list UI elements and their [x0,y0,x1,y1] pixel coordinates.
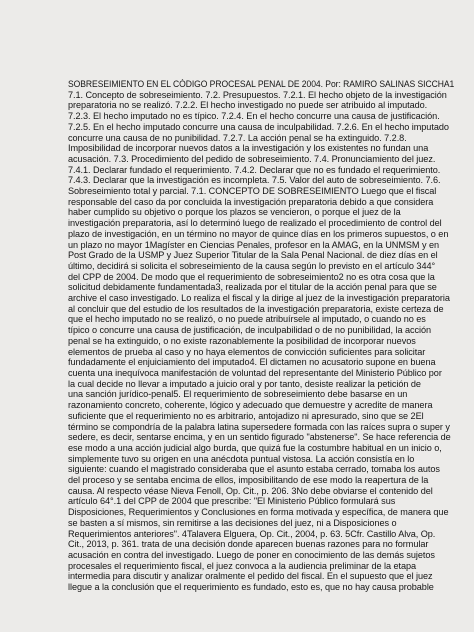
text-line: investigación preparatoria, así lo determinó luego de realizado el procedimiento de control del [68,218,442,229]
text-line: 7.2.3. El hecho imputado no es típico. 7.2.4. En el hecho concurre una causa de justificación. [68,111,440,122]
text-line: razonamiento concreto, coherente, lógico y adecuado que demuestre y acredite de manera [68,400,433,411]
text-line: procesales el requerimiento fiscal, el juez convoca a la audiencia preliminar de la etapa [68,560,417,571]
text-line: al concluir que del estudio de los resultados de la investigación preparatoria, existe certeza de [68,303,444,314]
text-line: del proceso y se sentaba encima de ellos, imposibilitando de ese modo la reapertura de la [68,475,429,486]
text-line: último, decidirá si solicita el sobreseimiento de la causa según lo previsto en el artículo 344° [68,260,436,271]
text-line: Post Grado de la USMP y Juez Superior Titular de la Sala Penal Nacional. de diez días en el [68,250,438,261]
text-line: siguiente: cuando el magistrado consideraba que el asunto estaba cerrado, tomaba los autos [68,464,440,475]
text-line: fundadamente el enjuiciamiento del imputado4. El dictamen no acusatorio supone en buena [68,357,436,368]
text-line: concurre una causa de no punibilidad. 7.2.7. La acción penal se ha extinguido. 7.2.8. [68,132,407,143]
text-line: cuenta una inequívoca manifestación de voluntad del representante del Ministerio Público por [68,367,442,378]
text-line: plazo de investigación, en un término no mayor de quince días en los primeros supuestos, o en [68,228,449,239]
text-line: 7.4.1. Declarar fundado el requerimiento. 7.4.2. Declarar que no es fundado el requerimiento. [68,164,441,175]
text-line: archive el caso investigado. Lo realiza el fiscal y la dirige al juez de la investigación preparatoria [68,293,450,304]
text-line: causa. Al respecto véase Nieva Fenoll, Op. Cit., p. 206. 3No debe obviarse el contenido del [68,485,433,496]
text-line: Imposibilidad de incorporar nuevos datos a la investigación y los existentes no fundan una [68,143,429,154]
text-line: Disposiciones, Requerimientos y Conclusiones en forma motivada y específica, de manera que [68,507,449,518]
text-line: una sanción jurídico-penal5. El requerimiento de sobreseimiento debe basarse en un [68,389,408,400]
document-body [68,79,454,593]
text-line: 7.1. Concepto de sobreseimiento. 7.2. Presupuestos. 7.2.1. El hecho objeto de la investigación [68,89,447,100]
text-line: la cual decide no llevar a imputado a juicio oral y por tanto, desiste realizar la petición de [68,378,421,389]
text-line: Sobreseimiento total y parcial. 7.1. CONCEPTO DE SOBRESEIMIENTO Luego que el fiscal [68,186,437,197]
text-line: artículo 64°.1 del CPP de 2004 que prescribe: "El Ministerio Público formulará sus [68,496,396,507]
text-line: del CPP de 2004. De modo que el requerimiento de sobreseimiento2 no es otra cosa que la [68,271,435,282]
text-line: típico o concurre una causa de justificación, de inculpabilidad o de no punibilidad, la acción [68,325,432,336]
text-line: haber cumplido su objetivo o porque los plazos se vencieron, o porque el juez de la [68,207,401,218]
text-line: Cit., 2013, p. 361. trata de una decisión donde aparecen buenas razones para no formular [68,539,429,550]
text-line: llegue a la conclusión que el requerimiento es fundado, esto es, que no hay causa probable [68,582,434,593]
text-line: se basten a sí mismos, sin remitirse a las decisiones del juez, ni a Disposiciones o [68,517,397,528]
text-line: término se compondría de la palabra latina supersedere formada con las raíces supra o super y [68,421,450,432]
text-line: ese modo a una acción judicial algo burda, que quizá fue la costumbre habitual en un inicio o, [68,442,442,453]
text-line: suficiente que el requerimiento no es arbitrario, antojadizo ni apresurado, sino que se 2El [68,410,424,421]
text-line: elementos de prueba al caso y no haya elementos de convicción suficientes para solicitar [68,346,426,357]
text-line: 7.2.5. En el hecho imputado concurre una causa de inculpabilidad. 7.2.6. En el hecho imputado [68,121,449,132]
text-line: intermedia para discutir y analizar oralmente el pedido del fiscal. En el supuesto que el juez [68,571,433,582]
text-line: acusación en contra del investigado. Luego de poner en conocimiento de las demás sujetos [68,549,435,560]
text-line: que el hecho imputado no se realizó, o no puede atribuírsele al imputado, o cuando no es [68,314,426,325]
text-line: Requerimientos anteriores". 4Talavera Elguera, Op. Cit., 2004, p. 63. 5Cfr. Castillo Alva, Op. [68,528,436,539]
text-line: sedere, es decir, sentarse encima, y en un sentido figurado "abstenerse". Se hace referencia de [68,432,451,443]
text-line: acusación. 7.3. Procedimiento del pedido de sobreseimiento. 7.4. Pronunciamiento del juez. [68,153,436,164]
text-line: 7.4.3. Declarar que la investigación es incompleta. 7.5. Valor del auto de sobreseimiento. 7.6. [68,175,441,186]
text-line: solicitud debidamente fundamentada3, realizada por el titular de la acción penal para que se [68,282,437,293]
text-line: responsable del caso da por concluida la investigación preparatoria debido a que considera [68,196,434,207]
text-line: un plazo no mayor 1Magíster en Ciencias Penales, profesor en la AMAG, en la UNMSM y en [68,239,440,250]
document-title-line: SOBRESEIMIENTO EN EL CÓDIGO PROCESAL PENAL DE 2004. Por: RAMIRO SALINAS SICCHA1 [68,79,455,89]
text-line: simplemente tuvo su origen en una anécdota puntual vistosa. La acción consistía en lo [68,453,415,464]
text-line: penal se ha extinguido, o no existe razonablemente la posibilidad de incorporar nuevos [68,335,416,346]
text-line: preparatoria no se realizó. 7.2.2. El hecho investigado no puede ser atribuido al imputado. [68,100,428,111]
